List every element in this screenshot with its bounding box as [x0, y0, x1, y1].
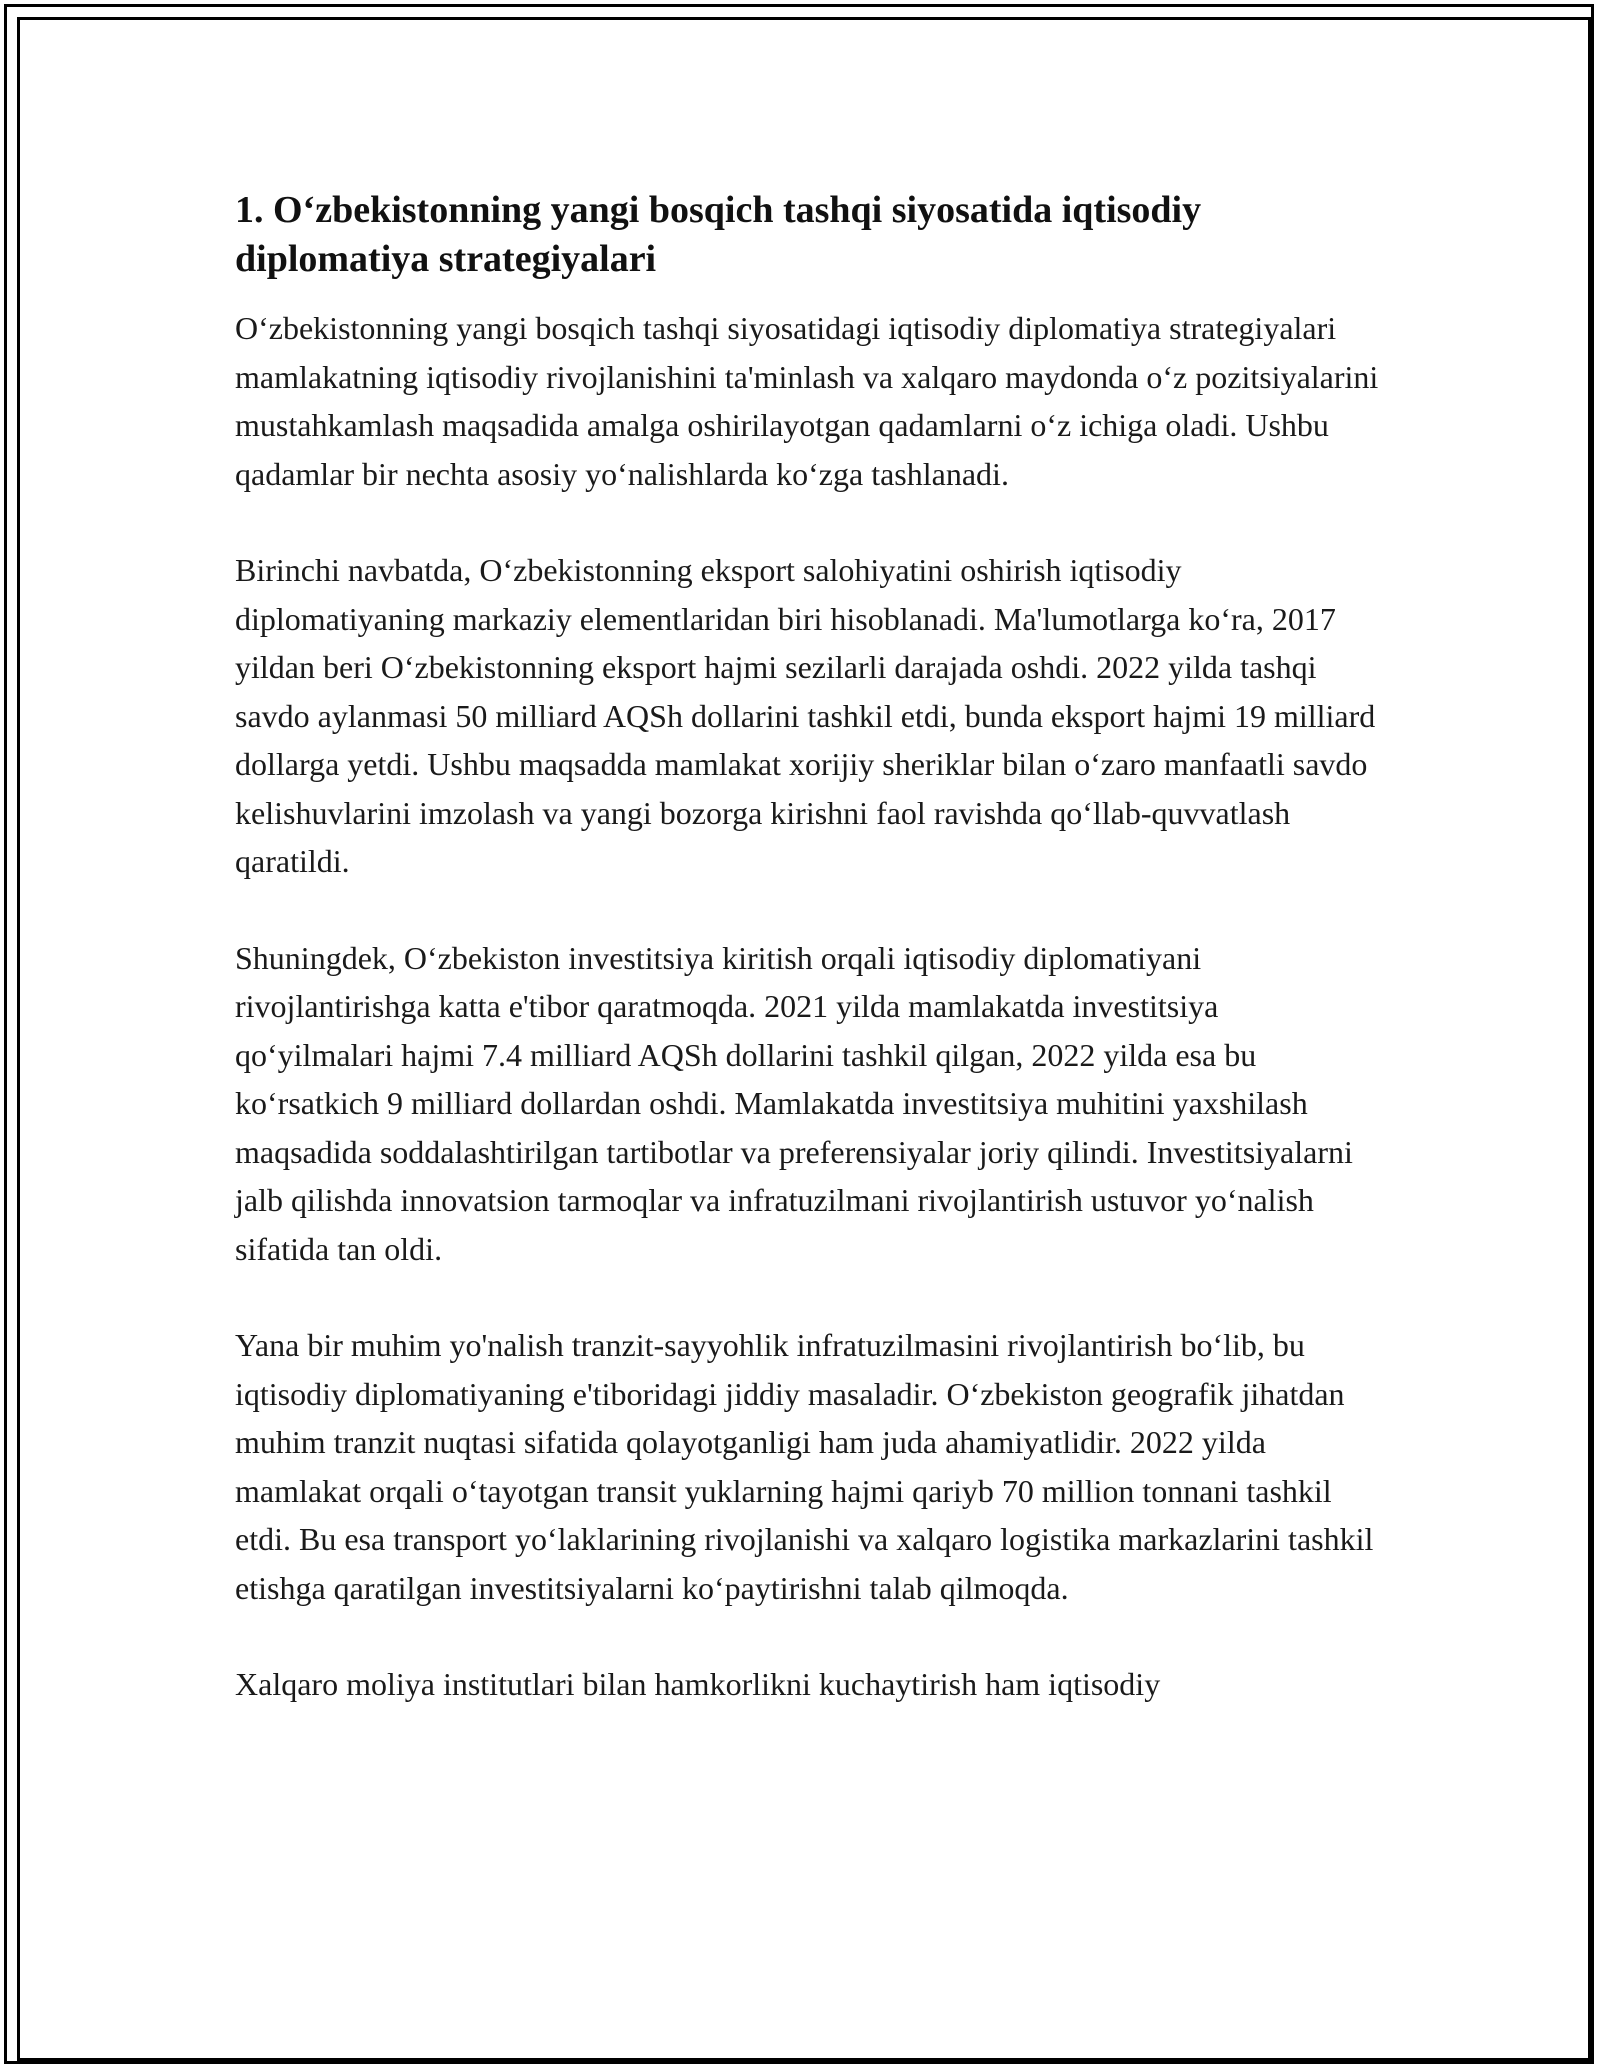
- paragraph-export: Birinchi navbatda, O‘zbekistonning eksport salohiyatini oshirish iqtisodiy diplomatiyaning markaziy elementlaridan biri hisoblanadi. Ma'lumotlarga ko‘ra, 2017 yildan beri O‘zbekistonning eksport hajmi sezilarli darajada oshdi. 2022 yilda tashqi savdo aylanmasi 50 milliard AQSh dollarini tashkil etdi, bunda eksport hajmi 19 milliard dollarga yetdi. Ushbu maqsadda mamlakat xorijiy sheriklar bilan o‘zaro manfaatli savdo kelishuvlarini imzolash va yangi bozorga kirishni faol ravishda qo‘llab-quvvatlash qaratildi.: [235, 552, 1376, 879]
- paragraph-finance: Xalqaro moliya institutlari bilan hamkorlikni kuchaytirish ham iqtisodiy: [235, 1666, 1161, 1702]
- paragraph-intro: O‘zbekistonning yangi bosqich tashqi siyosatidagi iqtisodiy diplomatiya strategiyalari mamlakatning iqtisodiy rivojlanishini ta'minlash va xalqaro maydonda o‘z pozitsiyalarini mustahkamlash maqsadida amalga oshirilayotgan qadamlarni o‘z ichiga oladi. Ushbu qadamlar bir nechta asosiy yo‘nalishlarda ko‘zga tashlanadi.: [235, 310, 1379, 492]
- section-heading: 1. O‘zbekistonning yangi bosqich tashqi siyosatida iqtisodiy diplomatiya strategiyalari: [235, 189, 1202, 280]
- paragraph-transit: Yana bir muhim yo'nalish tranzit-sayyohlik infratuzilmasini rivojlantirish bo‘lib, bu iqtisodiy diplomatiyaning e'tiboridagi jiddiy masaladir. O‘zbekiston geografik jihatdan muhim tranzit nuqtasi sifatida qolayotganligi ham juda ahamiyatlidir. 2022 yilda mamlakat orqali o‘tayotgan transit yuklarning hajmi qariyb 70 million tonnani tashkil etdi. Bu esa transport yo‘laklarining rivojlanishi va xalqaro logistika markazlarini tashkil etishga qaratilgan investitsiyalarni ko‘paytirishni talab qilmoqda.: [235, 1327, 1374, 1606]
- document-body: [235, 186, 1380, 1757]
- paragraph-investment: Shuningdek, O‘zbekiston investitsiya kiritish orqali iqtisodiy diplomatiyani rivojlantirishga katta e'tibor qaratmoqda. 2021 yilda mamlakatda investitsiya qo‘yilmalari hajmi 7.4 milliard AQSh dollarini tashkil qilgan, 2022 yilda esa bu ko‘rsatkich 9 milliard dollardan oshdi. Mamlakatda investitsiya muhitini yaxshilash maqsadida soddalashtirilgan tartibotlar va preferensiyalar joriy qilindi. Investitsiyalarni jalb qilishda innovatsion tarmoqlar va infratuzilmani rivojlantirish ustuvor yo‘nalish sifatida tan oldi.: [235, 939, 1353, 1267]
